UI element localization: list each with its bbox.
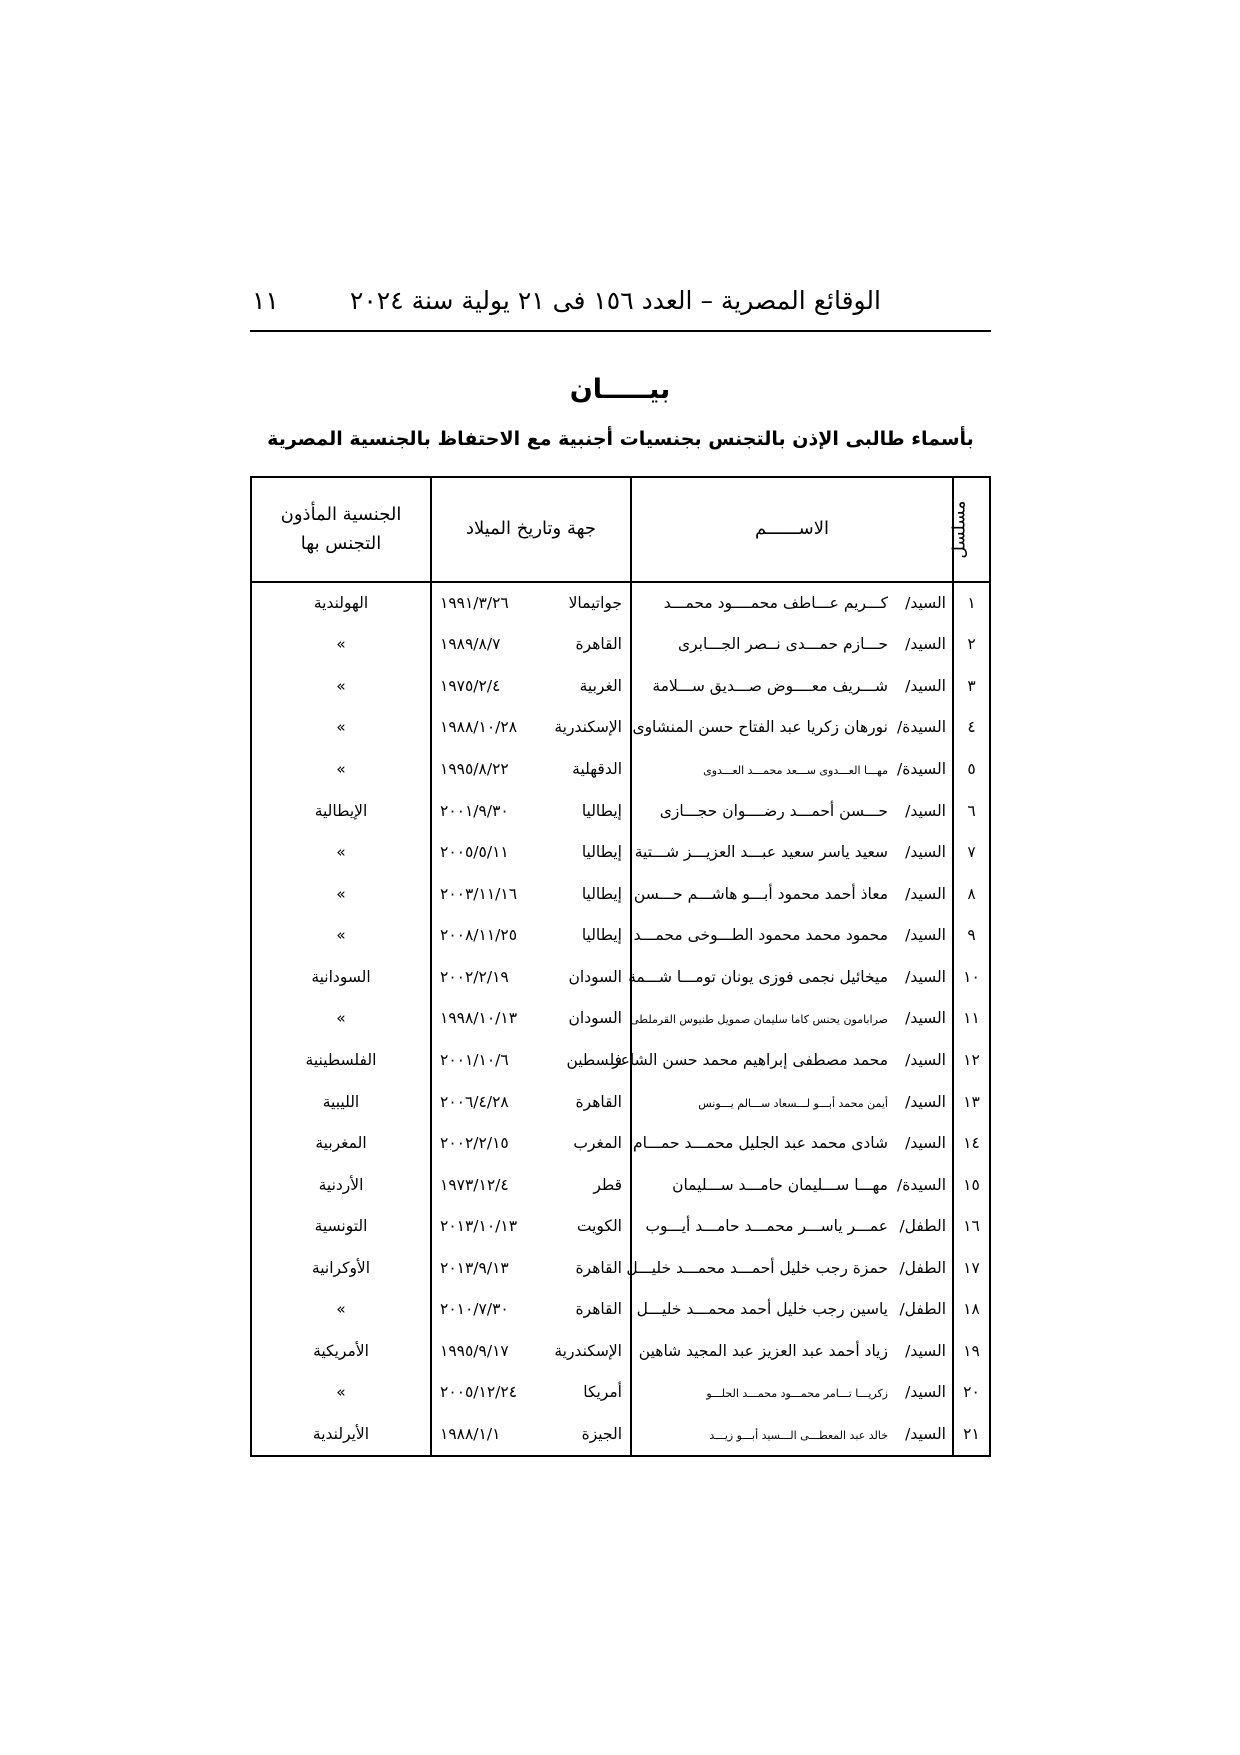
cell-serial: ٢ <box>953 624 989 666</box>
cell-serial: ٣ <box>953 665 989 707</box>
birth-place: الغربية <box>579 676 622 695</box>
cell-birth <box>431 956 631 998</box>
person-name: كـــريم عـــاطف محمــــود محمـــد <box>663 594 888 613</box>
name-prefix: الطفل/ <box>899 1300 946 1319</box>
birth-place: المغرب <box>573 1134 622 1153</box>
name-prefix: السيد/ <box>905 843 946 862</box>
cell-serial: ٥ <box>953 748 989 790</box>
cell-birth <box>431 1247 631 1289</box>
birth-place: إيطاليا <box>581 801 622 820</box>
birth-date: ٢٠٠١/١٠/٦ <box>440 1050 509 1069</box>
cell-nationality: » <box>336 1383 346 1402</box>
cell-name <box>631 1164 953 1206</box>
table-row <box>252 665 989 707</box>
birth-date: ٢٠٠٢/٢/١٥ <box>440 1134 509 1153</box>
cell-name <box>631 831 953 873</box>
document-subtitle: بأسماء طالبى الإذن بالتجنس بجنسيات أجنبية مع الاحتفاظ بالجنسية المصرية <box>267 428 974 450</box>
cell-nationality: الأيرلندية <box>312 1425 370 1444</box>
person-name: شـــريف معــــوض صـــديق ســـلامة <box>652 676 888 695</box>
birth-place: إيطاليا <box>581 843 622 862</box>
birth-date: ١٩٩٥/٩/١٧ <box>440 1341 509 1360</box>
birth-place: أمريكا <box>583 1383 622 1402</box>
name-prefix: الطفل/ <box>899 1217 946 1236</box>
cell-serial: ٧ <box>953 831 989 873</box>
cell-nationality: » <box>336 843 346 862</box>
applicants-table-frame <box>250 476 991 1457</box>
name-prefix: السيد/ <box>905 1009 946 1028</box>
birth-date: ٢٠١٣/١٠/١٣ <box>440 1217 518 1236</box>
cell-name <box>631 1081 953 1123</box>
table-row <box>252 790 989 832</box>
birth-date: ١٩٩٨/١٠/١٣ <box>440 1009 518 1028</box>
birth-place: الإسكندرية <box>554 1341 622 1360</box>
column-header-serial-label: مسلسل <box>949 500 970 559</box>
birth-date: ١٩٧٣/١٢/٤ <box>440 1175 509 1194</box>
table-row <box>252 915 989 957</box>
birth-date: ١٩٨٨/١/١ <box>440 1425 501 1444</box>
birth-place: القاهرة <box>575 1258 622 1277</box>
table-row <box>252 582 989 624</box>
cell-birth <box>431 1122 631 1164</box>
cell-nationality: الليبية <box>322 1092 360 1111</box>
cell-name <box>628 956 953 998</box>
cell-name <box>631 748 953 790</box>
cell-nationality: الفلسطينية <box>305 1050 377 1069</box>
birth-place: الإسكندرية <box>554 718 622 737</box>
page-header <box>250 282 991 332</box>
cell-serial: ١٦ <box>953 1205 989 1247</box>
cell-birth <box>431 748 631 790</box>
person-name: شادى محمد عبد الجليل محمـــد حمـــام <box>633 1134 888 1153</box>
cell-serial: ٢٠ <box>953 1372 989 1414</box>
birth-place: الدقهلية <box>572 760 622 779</box>
cell-birth <box>431 1081 631 1123</box>
name-prefix: السيد/ <box>905 594 946 613</box>
cell-nationality: » <box>336 676 346 695</box>
name-prefix: السيد/ <box>905 1341 946 1360</box>
cell-nationality: السودانية <box>311 967 371 986</box>
table-row <box>252 998 989 1040</box>
cell-nationality: » <box>336 1009 346 1028</box>
cell-serial: ٩ <box>953 915 989 957</box>
birth-place: السودان <box>568 1009 622 1028</box>
cell-name <box>631 873 953 915</box>
cell-birth <box>431 831 631 873</box>
cell-birth <box>431 624 631 666</box>
cell-serial: ١٨ <box>953 1289 989 1331</box>
name-prefix: السيد/ <box>905 1383 946 1402</box>
birth-date: ١٩٧٥/٢/٤ <box>440 676 501 695</box>
table-row <box>252 1122 989 1164</box>
cell-name <box>631 998 953 1040</box>
cell-nationality: » <box>336 760 346 779</box>
table-body <box>252 582 989 1455</box>
cell-nationality: » <box>336 926 346 945</box>
birth-date: ١٩٩١/٣/٢٦ <box>440 594 509 613</box>
cell-nationality: الأردنية <box>318 1175 364 1194</box>
name-prefix: السيد/ <box>905 1425 946 1444</box>
birth-date: ٢٠٠٦/٤/٢٨ <box>440 1092 509 1111</box>
column-header-nationality: الجنسية المأذون التجنس بها <box>252 478 431 582</box>
name-prefix: السيد/ <box>905 926 946 945</box>
table-row <box>252 1039 989 1081</box>
person-name: زياد أحمد عبد العزيز عبد المجيد شاهين <box>638 1341 888 1360</box>
cell-birth <box>431 790 631 832</box>
cell-serial: ١٩ <box>953 1330 989 1372</box>
cell-name <box>631 665 953 707</box>
cell-name <box>631 1330 953 1372</box>
person-name: أيمن محمد أبـــو لـــسعاد ســـالم يـــونس <box>698 1096 888 1110</box>
header-title: الوقائع المصرية – العدد ١٥٦ فى ٢١ يولية سنة ٢٠٢٤ <box>349 286 881 315</box>
cell-birth <box>431 998 631 1040</box>
birth-place: جواتيمالا <box>568 594 622 613</box>
table-row <box>252 1372 989 1414</box>
cell-birth <box>431 1164 631 1206</box>
person-name: معاذ أحمد محمود أبـــو هاشـــم حـــسن <box>633 884 888 903</box>
table-row <box>252 873 989 915</box>
birth-place: قطر <box>593 1175 622 1194</box>
cell-nationality: » <box>336 718 346 737</box>
name-prefix: السيدة/ <box>896 760 946 779</box>
birth-date: ٢٠٠١/٩/٣٠ <box>440 801 509 820</box>
cell-serial: ١ <box>953 582 989 624</box>
table-row <box>252 1289 989 1331</box>
cell-serial: ١١ <box>953 998 989 1040</box>
cell-serial: ١٠ <box>953 956 989 998</box>
birth-place: القاهرة <box>575 1300 622 1319</box>
cell-nationality: الإيطالية <box>314 801 368 820</box>
cell-name <box>612 1039 953 1081</box>
birth-date: ٢٠٠٥/٥/١١ <box>440 843 509 862</box>
person-name: زكريـــا تـــامر محمـــود محمـــد الحلـــو <box>706 1387 888 1401</box>
table-row <box>252 1081 989 1123</box>
cell-name <box>631 790 953 832</box>
cell-name <box>631 1122 953 1164</box>
name-prefix: السيد/ <box>905 1092 946 1111</box>
birth-place: الكويت <box>576 1217 622 1236</box>
table-header-row <box>252 478 989 582</box>
birth-place: إيطاليا <box>581 884 622 903</box>
cell-name <box>631 1413 953 1455</box>
table-row <box>252 1205 989 1247</box>
birth-date: ١٩٨٨/١٠/٢٨ <box>440 718 518 737</box>
applicants-table <box>252 478 989 1455</box>
name-prefix: السيد/ <box>905 1050 946 1069</box>
cell-nationality: الأوكرانية <box>311 1258 371 1277</box>
person-name: حمزة رجب خليل أحمـــد محمـــد خليـــل <box>626 1258 888 1277</box>
person-name: مهـــا ســـليمان حامـــد ســـليمان <box>672 1175 888 1194</box>
cell-serial: ١٥ <box>953 1164 989 1206</box>
cell-name <box>626 1247 953 1289</box>
cell-name <box>631 707 953 749</box>
birth-date: ٢٠٠٣/١١/١٦ <box>440 884 518 903</box>
birth-place: إيطاليا <box>581 926 622 945</box>
cell-serial: ١٧ <box>953 1247 989 1289</box>
cell-birth <box>431 915 631 957</box>
person-name: حـــسن أحمـــد رضــــوان حجـــازى <box>659 801 888 820</box>
cell-nationality: الأمريكية <box>313 1341 369 1360</box>
cell-birth <box>431 707 631 749</box>
birth-date: ١٩٨٩/٨/٧ <box>440 635 501 654</box>
table-row <box>252 748 989 790</box>
column-header-birth: جهة وتاريخ الميلاد <box>431 478 631 582</box>
name-prefix: السيد/ <box>905 1134 946 1153</box>
cell-birth <box>431 665 631 707</box>
person-name: مهـــا العـــدوى ســـعد محمـــد العـــدوى <box>703 764 888 778</box>
cell-birth <box>431 582 631 624</box>
cell-nationality: التونسية <box>314 1217 368 1236</box>
cell-birth <box>431 1039 631 1081</box>
table-row <box>252 624 989 666</box>
name-prefix: السيد/ <box>905 801 946 820</box>
cell-name <box>631 1289 953 1331</box>
name-prefix: السيدة/ <box>896 1175 946 1194</box>
person-name: حـــازم حمـــدى نــصر الجـــابرى <box>678 635 888 654</box>
table-row <box>252 831 989 873</box>
birth-place: القاهرة <box>575 1092 622 1111</box>
birth-place: السودان <box>568 967 622 986</box>
cell-birth <box>431 1372 631 1414</box>
cell-nationality: المغربية <box>315 1134 367 1153</box>
column-header-name: الاســــــم <box>631 478 953 582</box>
table-row <box>252 1247 989 1289</box>
cell-serial: ٨ <box>953 873 989 915</box>
person-name: محمد مصطفى إبراهيم محمد حسن الشاعر <box>612 1050 888 1069</box>
cell-name <box>631 915 953 957</box>
cell-nationality: » <box>336 635 346 654</box>
birth-date: ٢٠٠٨/١١/٢٥ <box>440 926 518 945</box>
table-row <box>252 1330 989 1372</box>
person-name: نورهان زكريا عبد الفتاح حسن المنشاوى <box>632 718 888 737</box>
birth-date: ٢٠٠٢/٢/١٩ <box>440 967 509 986</box>
cell-nationality: الهولندية <box>313 594 369 613</box>
cell-name <box>631 1372 953 1414</box>
table-row <box>252 956 989 998</box>
birth-date: ٢٠٠٥/١٢/٢٤ <box>440 1383 518 1402</box>
cell-serial: ١٢ <box>953 1039 989 1081</box>
birth-date: ٢٠١٠/٧/٣٠ <box>440 1300 509 1319</box>
page-number: ١١ <box>252 286 279 315</box>
person-name: صرابامون يحنس كاما سليمان صمويل طنيوس القرملطى <box>630 1013 888 1027</box>
birth-date: ١٩٩٥/٨/٢٢ <box>440 760 509 779</box>
person-name: سعيد ياسر سعيد عبـــد العزيـــز شـــتية <box>634 843 888 862</box>
birth-place: فلسطين <box>566 1050 622 1069</box>
column-header-serial <box>949 478 989 582</box>
cell-name <box>631 1205 953 1247</box>
cell-serial: ١٣ <box>953 1081 989 1123</box>
person-name: محمود محمد محمود الطـــوخى محمـــد <box>633 926 888 945</box>
name-prefix: السيد/ <box>905 967 946 986</box>
cell-nationality: » <box>336 1300 346 1319</box>
cell-serial: ٢١ <box>953 1413 989 1455</box>
name-prefix: الطفل/ <box>899 1258 946 1277</box>
person-name: خالد عبد المعطـــى الـــسيد أبـــو زيـــد <box>709 1429 888 1443</box>
cell-birth <box>431 1330 631 1372</box>
table-row <box>252 707 989 749</box>
cell-name <box>631 582 953 624</box>
table-row <box>252 1164 989 1206</box>
birth-date: ٢٠١٣/٩/١٣ <box>440 1258 509 1277</box>
cell-birth <box>431 1413 631 1455</box>
name-prefix: السيدة/ <box>896 718 946 737</box>
birth-place: القاهرة <box>575 635 622 654</box>
cell-name <box>631 624 953 666</box>
cell-birth <box>431 1289 631 1331</box>
person-name: ميخائيل نجمى فوزى يونان تومـــا شـــمة <box>628 967 888 986</box>
name-prefix: السيد/ <box>905 676 946 695</box>
name-prefix: السيد/ <box>905 635 946 654</box>
document-title: بيـــــان <box>569 374 671 405</box>
cell-nationality: » <box>336 884 346 903</box>
cell-serial: ٦ <box>953 790 989 832</box>
cell-serial: ٤ <box>953 707 989 749</box>
cell-serial: ١٤ <box>953 1122 989 1164</box>
name-prefix: السيد/ <box>905 884 946 903</box>
cell-birth <box>431 1205 631 1247</box>
birth-place: الجيزة <box>581 1425 622 1444</box>
cell-birth <box>431 873 631 915</box>
person-name: ياسين رجب خليل أحمد محمـــد خليـــل <box>636 1300 888 1319</box>
person-name: عمـــر ياســـر محمـــد حامـــد أيـــوب <box>645 1217 888 1236</box>
table-row <box>252 1413 989 1455</box>
